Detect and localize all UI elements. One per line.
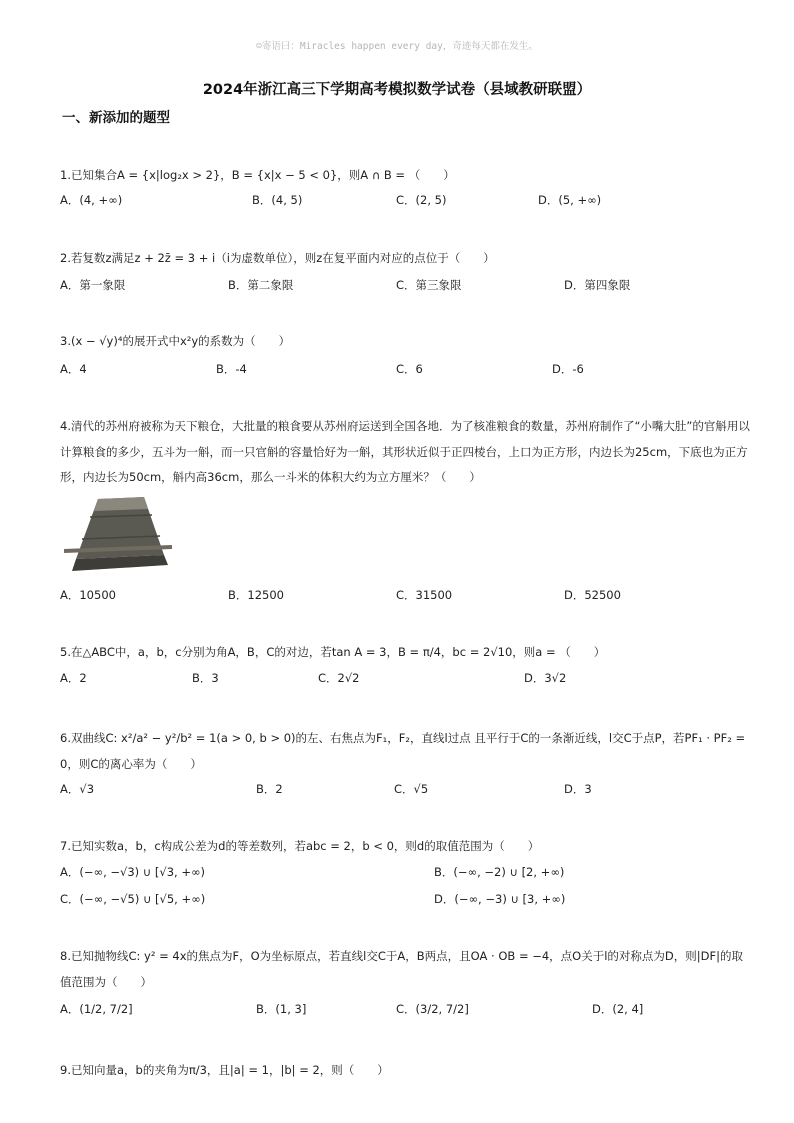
option-c[interactable]: C．(3/2, 7/2] bbox=[396, 1002, 469, 1016]
question-3-stem: 3.(x − √y)⁴的展开式中x²y的系数为（ ） bbox=[60, 334, 291, 348]
question-8-stem: 8.已知抛物线C: y² = 4x的焦点为F，O为坐标原点，若直线l交C于A，B两点，且OA · OB = −4，点O关于l的对称点为D，则|DF|的取值范围为（ ） bbox=[60, 949, 744, 989]
option-b[interactable]: B．-4 bbox=[216, 362, 247, 376]
question-4-stem: 4.清代的苏州府被称为天下粮仓，大批量的粮食要从苏州府运送到全国各地．为了核准粮食的数量，苏州府制作了“小嘴大肚”的官斛用以计算粮食的多少，五斗为一斛，而一只官斛的容量恰好为一斛，其形状近似于正四棱台，上口为正方形，内边长为25cm，下底也为正方形，内边长为50cm，斛内高36cm，那么一斗米的体积大约为立方厘米？（ ） bbox=[60, 419, 750, 484]
page-title: 2024年浙江高三下学期高考模拟数学试卷（县域教研联盟） bbox=[202, 82, 592, 98]
question-4-options bbox=[60, 587, 750, 609]
question-8 bbox=[60, 944, 750, 995]
option-b[interactable]: B．(1, 3] bbox=[256, 1002, 307, 1016]
option-c[interactable]: C．6 bbox=[396, 362, 423, 376]
option-a[interactable]: A．(1/2, 7/2] bbox=[60, 1002, 133, 1016]
measure-rim bbox=[94, 497, 148, 511]
grain-measure-photo bbox=[60, 493, 176, 581]
option-a[interactable]: A．4 bbox=[60, 362, 87, 376]
option-d[interactable]: D．3 bbox=[564, 782, 592, 796]
question-7 bbox=[60, 834, 750, 860]
option-b[interactable]: B．(4, 5) bbox=[252, 193, 303, 207]
question-2 bbox=[60, 246, 750, 272]
question-1 bbox=[60, 163, 750, 189]
option-d[interactable]: D．3√2 bbox=[524, 671, 567, 685]
question-9 bbox=[60, 1058, 750, 1084]
question-7-options-row-1 bbox=[60, 864, 750, 886]
question-2-options bbox=[60, 277, 750, 299]
question-7-stem: 7.已知实数a，b，c构成公差为d的等差数列，若abc = 2，b < 0，则d的取值范围为（ ） bbox=[60, 839, 540, 853]
question-2-stem: 2.若复数z满足z + 2z̄ = 3 + i（i为虚数单位），则z在复平面内对应的点位于（ ） bbox=[60, 251, 495, 265]
option-a[interactable]: A．2 bbox=[60, 671, 87, 685]
question-6 bbox=[60, 726, 750, 777]
option-c[interactable]: C．31500 bbox=[396, 588, 453, 602]
question-9-stem: 9.已知向量a，b的夹角为π/3，且|a| = 1，|b| = 2，则（ ） bbox=[60, 1063, 389, 1077]
question-6-options bbox=[60, 781, 750, 803]
option-d[interactable]: D．52500 bbox=[564, 588, 621, 602]
option-a[interactable]: A．√3 bbox=[60, 782, 95, 796]
question-3-options bbox=[60, 361, 750, 383]
option-d[interactable]: D．(−∞, −3) ∪ [3, +∞) bbox=[434, 892, 566, 906]
question-1-options bbox=[60, 192, 750, 214]
option-c[interactable]: C．√5 bbox=[394, 782, 429, 796]
question-5-stem: 5.在△ABC中，a，b，c分别为角A，B，C的对边，若tan A = 3，B = π/4，bc = 2√10，则a = （ ） bbox=[60, 645, 606, 659]
option-d[interactable]: D．(5, +∞) bbox=[538, 193, 602, 207]
option-c[interactable]: C．2√2 bbox=[318, 671, 360, 685]
option-a[interactable]: A．第一象限 bbox=[60, 278, 126, 292]
option-a[interactable]: A．10500 bbox=[60, 588, 116, 602]
option-d[interactable]: D．-6 bbox=[552, 362, 584, 376]
option-b[interactable]: B．2 bbox=[256, 782, 283, 796]
question-5 bbox=[60, 640, 750, 666]
option-a[interactable]: A．(4, +∞) bbox=[60, 193, 123, 207]
option-d[interactable]: D．第四象限 bbox=[564, 278, 631, 292]
question-7-options-row-2 bbox=[60, 891, 750, 913]
option-c[interactable]: C．(−∞, −√5) ∪ [√5, +∞) bbox=[60, 892, 206, 906]
option-b[interactable]: B．12500 bbox=[228, 588, 284, 602]
question-3 bbox=[60, 329, 750, 355]
watermark: ☺寄语曰：Miracles happen every day，奇迹每天都在发生。 bbox=[256, 41, 538, 52]
question-1-stem: 1.已知集合A = {x|log₂x > 2}，B = {x|x − 5 < 0}，则A ∩ B = （ ） bbox=[60, 168, 455, 182]
question-4 bbox=[60, 414, 750, 491]
option-b[interactable]: B．(−∞, −2) ∪ [2, +∞) bbox=[434, 865, 565, 879]
question-6-stem: 6.双曲线C: x²/a² − y²/b² = 1(a > 0, b > 0)的左、右焦点为F₁，F₂，直线l过点 且平行于C的一条渐近线，l交C于点P，若PF₁ · PF₂ = 0，则C的离心率为（ ） bbox=[60, 731, 746, 771]
question-8-options bbox=[60, 1001, 750, 1023]
option-d[interactable]: D．(2, 4] bbox=[592, 1002, 644, 1016]
option-c[interactable]: C．第三象限 bbox=[396, 278, 462, 292]
option-a[interactable]: A．(−∞, −√3) ∪ [√3, +∞) bbox=[60, 865, 206, 879]
question-5-options bbox=[60, 670, 750, 692]
option-c[interactable]: C．(2, 5) bbox=[396, 193, 447, 207]
option-b[interactable]: B．3 bbox=[192, 671, 219, 685]
section-heading: 一、新添加的题型 bbox=[62, 110, 170, 126]
option-b[interactable]: B．第二象限 bbox=[228, 278, 294, 292]
